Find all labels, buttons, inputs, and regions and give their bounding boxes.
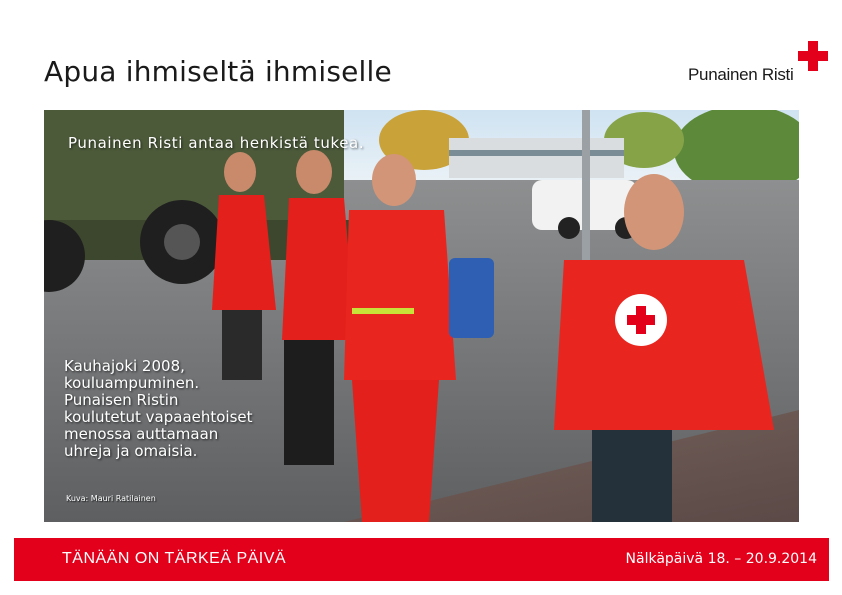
footer-bar xyxy=(14,538,829,581)
photo-caption: Kauhajoki 2008, kouluampuminen. Punaisen Ristin koulutetut vapaaehtoiset menossa auttamaan uhreja ja omaisia. xyxy=(64,357,253,460)
footer-right-text: Nälkäpäivä 18. – 20.9.2014 xyxy=(625,551,817,567)
logo xyxy=(688,41,830,89)
photo xyxy=(44,110,799,522)
slide-title: Apua ihmiseltä ihmiselle xyxy=(44,55,392,88)
red-cross-icon xyxy=(798,41,828,71)
logo-text: Punainen Risti xyxy=(688,65,794,84)
footer-left-text: TÄNÄÄN ON TÄRKEÄ PÄIVÄ xyxy=(62,550,287,567)
photo-heading: Punainen Risti antaa henkistä tukea. xyxy=(68,134,365,152)
photo-credit: Kuva: Mauri Ratilainen xyxy=(66,494,156,503)
photo-scene xyxy=(44,110,799,522)
